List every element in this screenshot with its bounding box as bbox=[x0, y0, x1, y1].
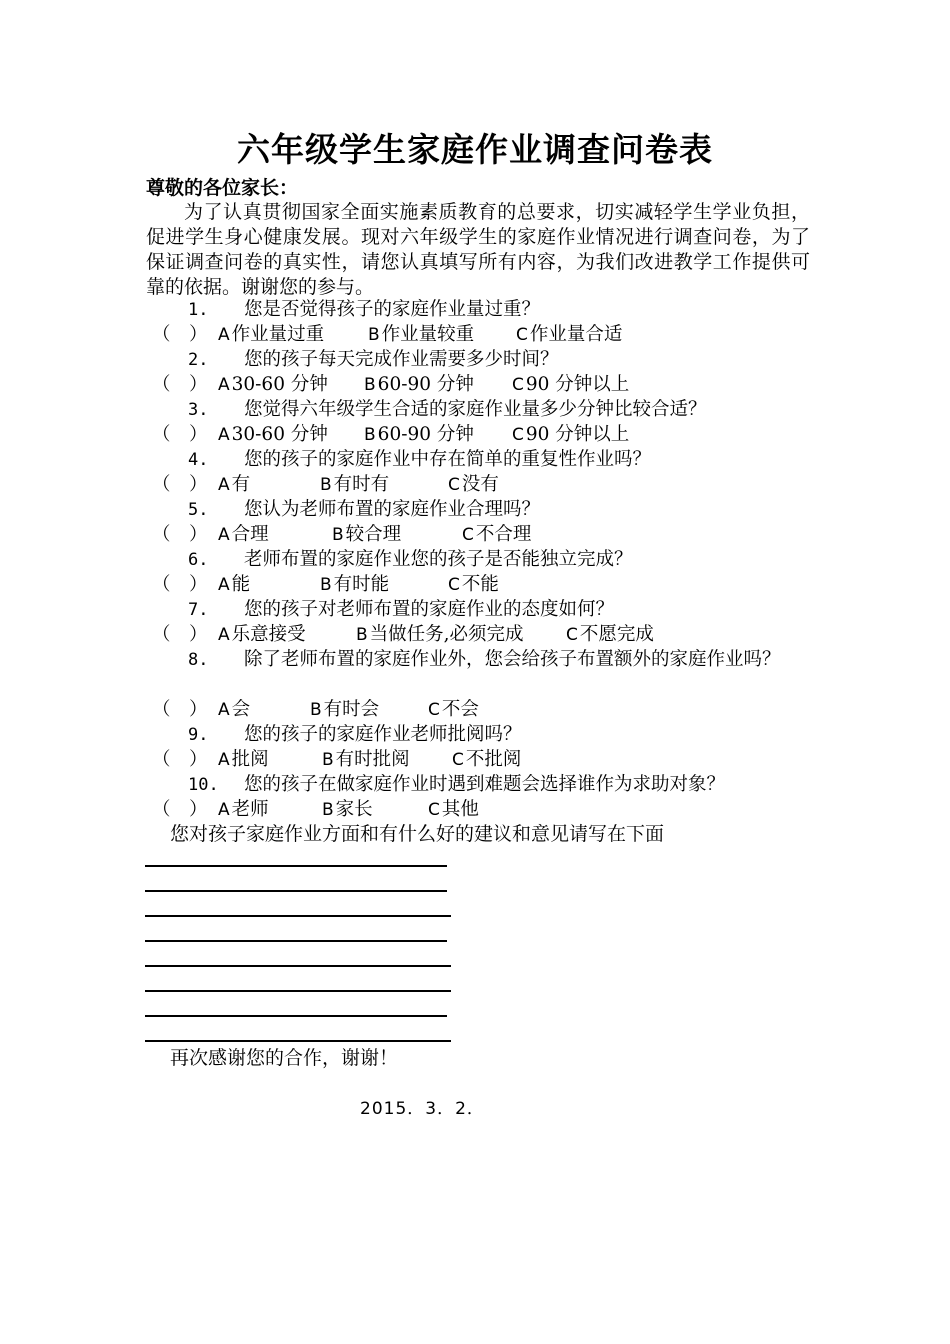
option-b[interactable]: B 较合理 bbox=[332, 524, 402, 545]
answer-row-5 bbox=[152, 522, 531, 548]
answer-blank[interactable]: （ ） bbox=[152, 624, 208, 645]
question-text: 您的孩子的家庭作业老师批阅吗？ bbox=[244, 724, 522, 745]
question-number: 3. bbox=[188, 400, 209, 420]
question-number: 4. bbox=[188, 450, 209, 470]
option-c[interactable]: C 不合理 bbox=[462, 524, 532, 545]
option-c[interactable]: C 不会 bbox=[428, 699, 479, 720]
option-c[interactable]: C 不愿完成 bbox=[566, 624, 654, 645]
question-2 bbox=[188, 347, 559, 373]
answer-row-1 bbox=[152, 322, 622, 348]
option-a[interactable]: A 乐意接受 bbox=[218, 624, 306, 645]
question-text: 您觉得六年级学生合适的家庭作业量多少分钟比较合适？ bbox=[244, 399, 707, 420]
question-10 bbox=[188, 772, 725, 798]
question-text: 您的孩子的家庭作业中存在简单的重复性作业吗？ bbox=[244, 449, 652, 470]
answer-row-10 bbox=[152, 797, 479, 823]
option-a[interactable]: A 批阅 bbox=[218, 749, 269, 770]
writing-line[interactable] bbox=[145, 890, 447, 892]
question-text: 您是否觉得孩子的家庭作业量过重？ bbox=[244, 299, 541, 320]
answer-blank[interactable]: （ ） bbox=[152, 574, 208, 595]
question-number: 8. bbox=[188, 650, 209, 670]
question-5 bbox=[188, 497, 540, 523]
question-text: 您认为老师布置的家庭作业合理吗？ bbox=[244, 499, 541, 520]
option-b[interactable]: B 作业量较重 bbox=[368, 324, 475, 345]
answer-row-6 bbox=[152, 572, 499, 598]
option-c[interactable]: C 90 分钟以上 bbox=[512, 424, 630, 445]
option-b[interactable]: B 有时批阅 bbox=[322, 749, 410, 770]
answer-row-8 bbox=[152, 697, 479, 723]
option-a[interactable]: A 会 bbox=[218, 699, 251, 720]
answer-row-3 bbox=[152, 422, 629, 448]
option-b[interactable]: B 家长 bbox=[322, 799, 373, 820]
option-c[interactable]: C 不批阅 bbox=[452, 749, 522, 770]
option-a[interactable]: A 合理 bbox=[218, 524, 269, 545]
option-a[interactable]: A 30-60 分钟 bbox=[218, 374, 328, 395]
option-b[interactable]: B 有时有 bbox=[320, 474, 390, 495]
question-number: 2. bbox=[188, 350, 209, 370]
answer-blank[interactable]: （ ） bbox=[152, 374, 208, 395]
option-b[interactable]: B 60-90 分钟 bbox=[364, 424, 474, 445]
greeting: 尊敬的各位家长： bbox=[146, 177, 299, 199]
answer-blank[interactable]: （ ） bbox=[152, 474, 208, 495]
answer-row-4 bbox=[152, 472, 499, 498]
page-title: 六年级学生家庭作业调查问卷表 bbox=[237, 130, 713, 169]
writing-line[interactable] bbox=[145, 915, 451, 917]
answer-blank[interactable]: （ ） bbox=[152, 749, 208, 770]
question-1 bbox=[188, 297, 540, 323]
option-b[interactable]: B 有时会 bbox=[310, 699, 380, 720]
writing-line[interactable] bbox=[145, 990, 451, 992]
question-6 bbox=[188, 547, 633, 573]
option-b[interactable]: B 当做任务,必须完成 bbox=[356, 624, 524, 645]
question-7 bbox=[188, 597, 614, 623]
answer-blank[interactable]: （ ） bbox=[152, 699, 208, 720]
option-c[interactable]: C 不能 bbox=[448, 574, 499, 595]
date: 2015．3．2． bbox=[360, 1099, 485, 1119]
intro-paragraph: 为了认真贯彻国家全面实施素质教育的总要求，切实减轻学生学业负担，促进学生身心健康发展。现对六年级学生的家庭作业情况进行调查问卷，为了保证调查问卷的真实性，请您认真填写所有内容，为我们改进教学工作提供可靠的依据。谢谢您的参与。 bbox=[146, 201, 810, 298]
option-b[interactable]: B 有时能 bbox=[320, 574, 390, 595]
option-a[interactable]: A 30-60 分钟 bbox=[218, 424, 328, 445]
question-number: 5. bbox=[188, 500, 209, 520]
question-text: 您的孩子对老师布置的家庭作业的态度如何？ bbox=[244, 599, 615, 620]
option-c[interactable]: C 没有 bbox=[448, 474, 499, 495]
option-c[interactable]: C 其他 bbox=[428, 799, 479, 820]
option-c[interactable]: C 90 分钟以上 bbox=[512, 374, 630, 395]
question-number: 7. bbox=[188, 600, 209, 620]
writing-line[interactable] bbox=[145, 865, 447, 867]
option-a[interactable]: A 有 bbox=[218, 474, 251, 495]
question-number: 1. bbox=[188, 300, 209, 320]
writing-line[interactable] bbox=[145, 1015, 447, 1017]
question-text: 除了老师布置的家庭作业外，您会给孩子布置额外的家庭作业吗？ bbox=[244, 649, 781, 670]
answer-row-7 bbox=[152, 622, 654, 648]
question-3 bbox=[188, 397, 707, 423]
question-4 bbox=[188, 447, 651, 473]
question-number: 10. bbox=[188, 775, 219, 795]
option-b[interactable]: B 60-90 分钟 bbox=[364, 374, 474, 395]
writing-line[interactable] bbox=[145, 940, 447, 942]
answer-row-9 bbox=[152, 747, 521, 773]
question-8 bbox=[188, 647, 814, 673]
question-text: 您的孩子每天完成作业需要多少时间？ bbox=[244, 349, 559, 370]
closing-thanks: 再次感谢您的合作，谢谢！ bbox=[170, 1047, 399, 1069]
answer-blank[interactable]: （ ） bbox=[152, 324, 208, 345]
option-a[interactable]: A 能 bbox=[218, 574, 251, 595]
question-text: 老师布置的家庭作业您的孩子是否能独立完成？ bbox=[244, 549, 633, 570]
answer-blank[interactable]: （ ） bbox=[152, 524, 208, 545]
question-number: 9. bbox=[188, 725, 209, 745]
option-a[interactable]: A 作业量过重 bbox=[218, 324, 325, 345]
question-number: 6. bbox=[188, 550, 209, 570]
answer-row-2 bbox=[152, 372, 629, 398]
answer-blank[interactable]: （ ） bbox=[152, 799, 208, 820]
writing-line[interactable] bbox=[145, 965, 451, 967]
answer-blank[interactable]: （ ） bbox=[152, 424, 208, 445]
suggestion-prompt: 您对孩子家庭作业方面和有什么好的建议和意见请写在下面 bbox=[170, 823, 665, 845]
option-a[interactable]: A 老师 bbox=[218, 799, 269, 820]
question-text: 您的孩子在做家庭作业时遇到难题会选择谁作为求助对象？ bbox=[244, 774, 726, 795]
writing-line[interactable] bbox=[145, 1040, 451, 1042]
option-c[interactable]: C 作业量合适 bbox=[516, 324, 623, 345]
question-9 bbox=[188, 722, 522, 748]
